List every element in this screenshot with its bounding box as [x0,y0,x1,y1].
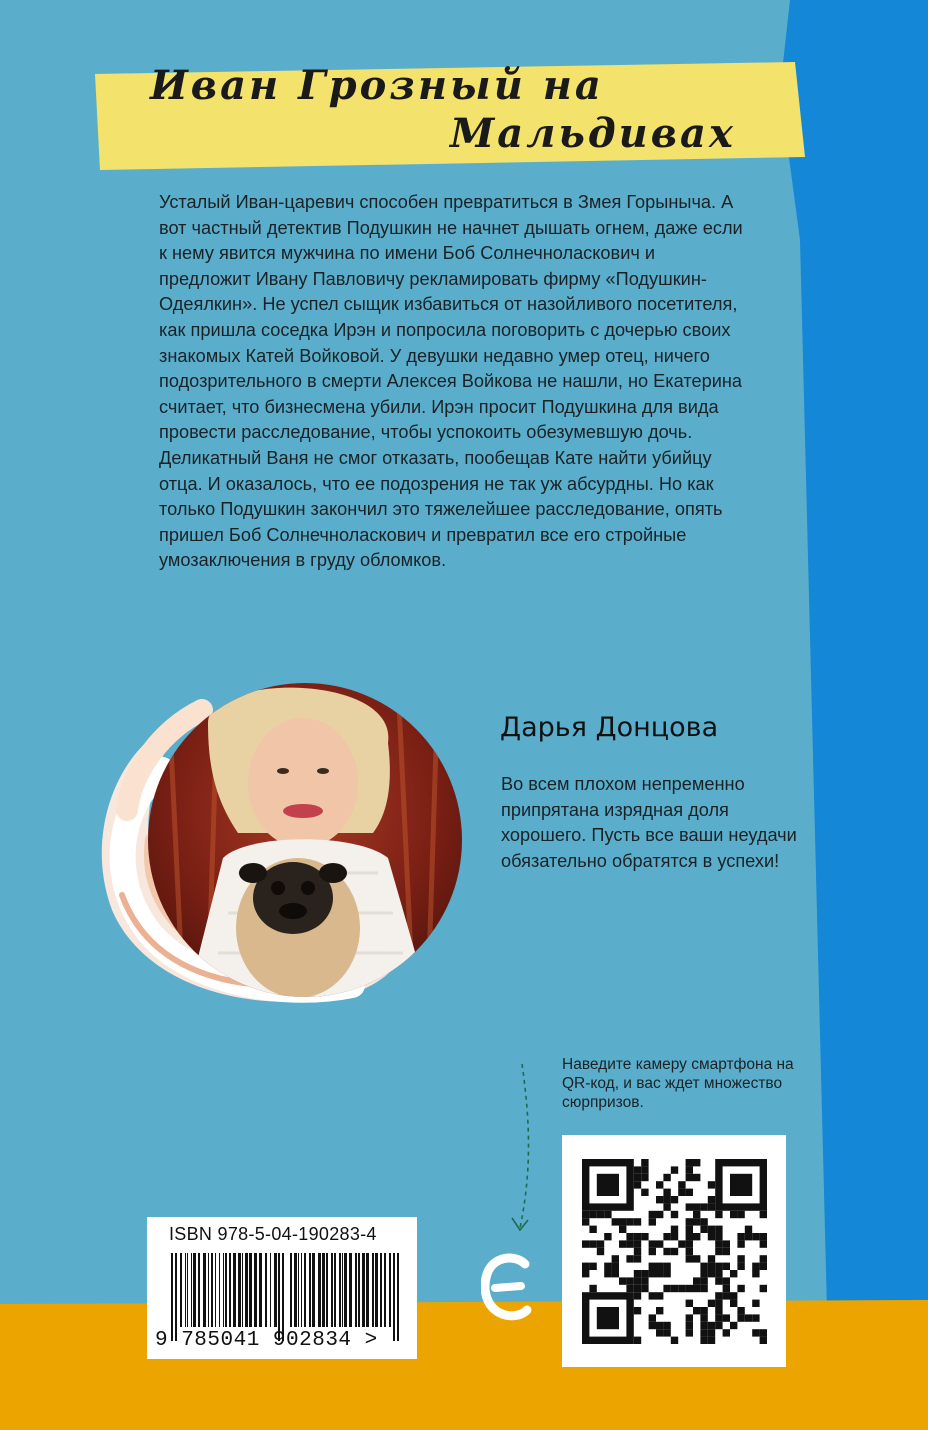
barcode [147,1217,417,1359]
dashed-arrow-icon [500,1060,540,1240]
background-orange-band [0,1300,928,1430]
barcode-digits: 9 785041 902834 > [155,1329,378,1352]
eksmo-logo-icon [481,1252,533,1327]
qr-hint: Наведите камеру смартфона на QR-код, и вас ждет множество сюрпризов. [562,1056,794,1111]
author-portrait-icon [148,683,462,997]
author-photo [148,683,462,997]
isbn-label: ISBN 978-5-04-190283-4 [169,1224,377,1244]
annotation-text: Усталый Иван-царевич способен превратиться в Змея Горыныча. А вот частный детектив Подушкин не начнет дышать огнем, даже если к нему явится мужчина по имени Боб Солнечноласкович и предложит Ивану Павловичу рекламировать фирму «Подушкин-Одеялкин». Не успел сыщик избавиться от назойливого посетителя, как пришла соседка Ирэн и попросила поговорить с дочерью своих знакомых Катей Войковой. У девушки недавно умер отец, ничего подозрительного в смерти Алексея Войкова не нашли, но Екатерина считает, что бизнесмена убили. Ирэн просит Подушкина для вида провести расследование, чтобы успокоить обезумевшую дочь. Деликатный Ваня не смог отказать, пообещав Кате найти убийцу отца. И оказалось, что ее подозрения не так уж абсурдны. Но как только Подушкин закончил это тяжелейшее расследование, опять пришел Боб Солнечноласкович и превратил все его стройные умозаключения в груду обломков. [159,192,743,571]
author-quote: Во всем плохом непременно припрятана изрядная доля хорошего. Пусть все ваши неудачи обязательно обратятся в успехи! [501,774,797,871]
title-line-1: Иван Грозный на [150,62,604,109]
title-line-2: Мальдивах [450,110,736,157]
qr-code-icon [562,1135,786,1367]
author-name: Дарья Донцова [500,712,719,743]
qr-code[interactable] [562,1135,786,1367]
book-title [150,62,810,158]
